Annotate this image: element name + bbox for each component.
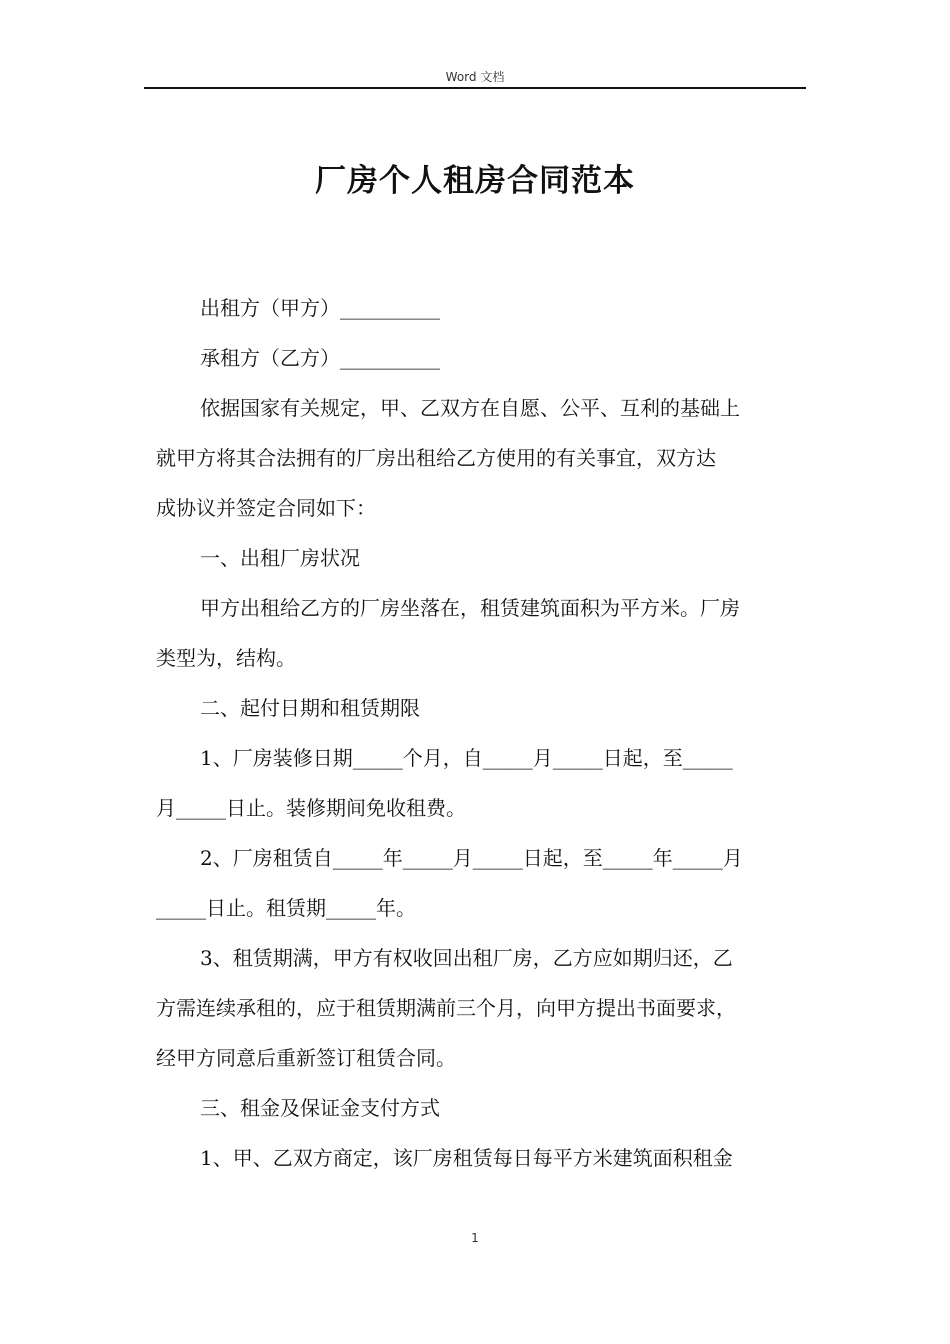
text-line: 类型为，结构。	[156, 646, 296, 670]
document-title: 厂房个人租房合同范本	[315, 163, 635, 199]
factory-condition-paragraph	[156, 583, 818, 683]
text-line: 月_____日止。装修期间免收租费。	[156, 796, 466, 820]
lessor-line	[178, 283, 818, 333]
text-line: _____日止。租赁期_____年。	[156, 896, 416, 920]
text-line: 承租方（乙方）__________	[200, 346, 440, 370]
header-divider	[144, 87, 806, 89]
clause-2-3	[156, 933, 818, 1083]
clause-2-1	[156, 733, 818, 833]
text-line: 2、厂房租赁自_____年_____月_____日起，至_____年_____月	[200, 846, 743, 870]
text-line: 依据国家有关规定，甲、乙双方在自愿、公平、互利的基础上	[200, 396, 740, 420]
text-line: 1、甲、乙双方商定，该厂房租赁每日每平方米建筑面积租金	[200, 1146, 733, 1170]
clause-2-2	[156, 833, 818, 933]
lessee-line	[178, 333, 818, 383]
document-body	[156, 283, 818, 1183]
text-line: 成协议并签定合同如下：	[156, 496, 376, 520]
page-header-label: Word 文档	[445, 70, 505, 84]
text-line: 3、租赁期满，甲方有权收回出租厂房，乙方应如期归还，乙	[200, 946, 733, 970]
section-heading-3	[178, 1083, 818, 1133]
preamble-paragraph	[156, 383, 818, 533]
page-number: 1	[471, 1231, 479, 1245]
text-line: 经甲方同意后重新签订租赁合同。	[156, 1046, 456, 1070]
text-line: 甲方出租给乙方的厂房坐落在，租赁建筑面积为平方米。厂房	[200, 596, 740, 620]
text-line: 方需连续承租的，应于租赁期满前三个月，向甲方提出书面要求，	[156, 996, 736, 1020]
text-line: 三、租金及保证金支付方式	[200, 1096, 440, 1120]
text-line: 二、起付日期和租赁期限	[200, 696, 420, 720]
text-line: 1、厂房装修日期_____个月，自_____月_____日起，至_____	[200, 746, 733, 770]
text-line: 一、出租厂房状况	[200, 546, 360, 570]
clause-3-1	[178, 1133, 818, 1183]
text-line: 就甲方将其合法拥有的厂房出租给乙方使用的有关事宜，双方达	[156, 446, 716, 470]
text-line: 出租方（甲方）__________	[200, 296, 440, 320]
section-heading-2	[178, 683, 818, 733]
section-heading-1	[178, 533, 818, 583]
